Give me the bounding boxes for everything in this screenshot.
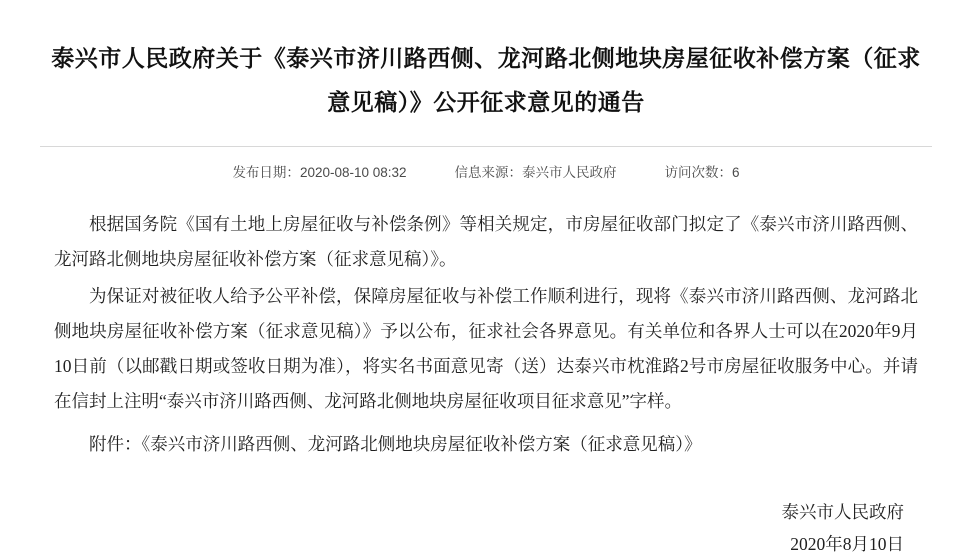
page-title: 泰兴市人民政府关于《泰兴市济川路西侧、龙河路北侧地块房屋征收补偿方案（征求意见稿）》公开征求意见的通告 <box>51 45 921 115</box>
source-value: 泰兴市人民政府 <box>522 165 617 180</box>
signature-block <box>40 496 932 560</box>
body-paragraph: 根据国务院《国有土地上房屋征收与补偿条例》等相关规定，市房屋征收部门拟定了《泰兴市济川路西侧、龙河路北侧地块房屋征收补偿方案（征求意见稿）》。 <box>54 214 918 269</box>
body-paragraph: 为保证对被征收人给予公平补偿，保障房屋征收与补偿工作顺利进行，现将《泰兴市济川路西侧、龙河路北侧地块房屋征收补偿方案（征求意见稿）》予以公布，征求社会各界意见。有关单位和各界人士可以在2020年9月10日前（以邮戳日期或签收日期为准），将实名书面意见寄（送）达泰兴市枕淮路2号市房屋征收服务中心。并请在信封上注明“泰兴市济川路西侧、龙河路北侧地块房屋征收项目征求意见”字样。 <box>54 286 918 411</box>
source <box>455 161 617 181</box>
publish-date <box>232 161 406 181</box>
view-count-label: 访问次数： <box>664 165 733 180</box>
publish-date-value: 2020-08-10 08:32 <box>299 165 407 180</box>
view-count <box>665 161 740 181</box>
publish-date-label: 发布日期： <box>232 165 300 180</box>
signature-date: 2020年8月10日 <box>790 534 904 554</box>
signature-issuer: 泰兴市人民政府 <box>781 502 904 522</box>
document-body <box>40 207 932 419</box>
view-count-value: 6 <box>732 165 740 180</box>
source-label: 信息来源： <box>454 165 523 180</box>
attachment-line: 附件：《泰兴市济川路西侧、龙河路北侧地块房屋征收补偿方案（征求意见稿）》 <box>89 434 702 454</box>
document-meta <box>40 146 932 181</box>
